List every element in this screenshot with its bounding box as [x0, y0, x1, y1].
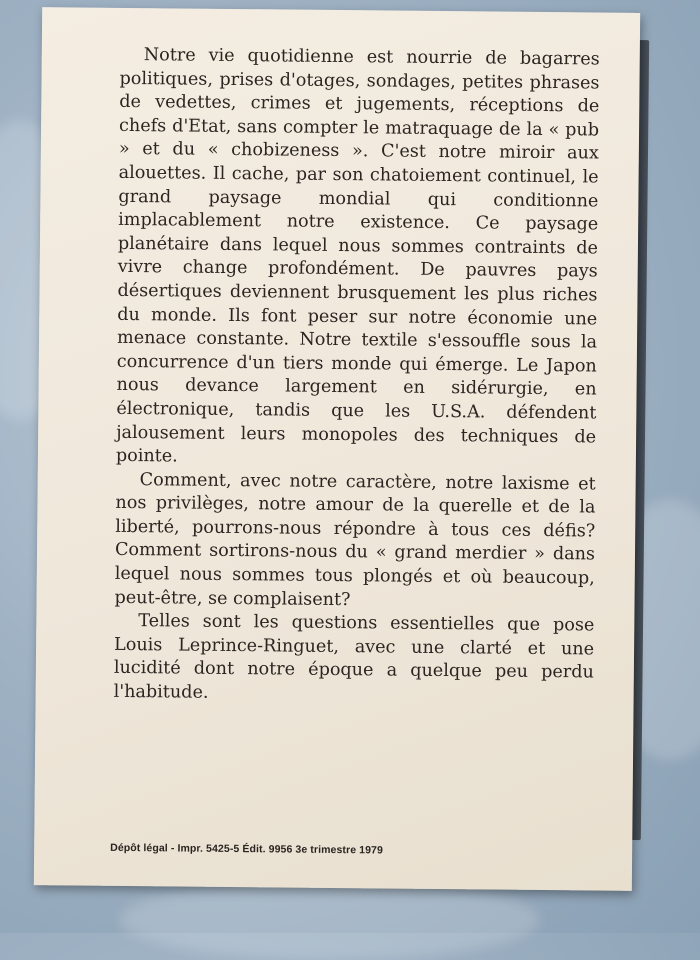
- fabric-fold: [120, 880, 540, 960]
- legal-deposit-notice: Dépôt légal - Impr. 5425-5 Édit. 9956 3e trimestre 1979: [110, 841, 384, 857]
- blurb-text: [114, 44, 600, 709]
- blurb-paragraph-2: Comment, avec notre caractère, notre laxisme et nos privilèges, notre amour de la querelle et de la liberté, pourrons-nous répondre à tous ces défis? Comment sortirons-nous du « grand merdier » dans lequel nous sommes tous plongés et où beaucoup, peut-être, se complaisent?: [114, 469, 596, 610]
- blurb-paragraph-1: Notre vie quotidienne est nourrie de bagarres politiques, prises d'otages, sondages, petites phrases de vedettes, crimes et jugements, réceptions de chefs d'Etat, sans compter le matraquage de la « pub » et du « chobizeness ». C'est notre miroir aux alouettes. Il cache, par son chatoiement continuel, le grand paysage mondial qui conditionne implacablement notre existence. Ce paysage planétaire dans lequel nous sommes contraints de vivre change profondément. De pauvres pays désertiques deviennent brusquement les plus riches du monde. Ils font peser sur notre économie une menace constante. Notre textile s'essouffle sous la concurrence d'un tiers monde qui émerge. Le Japon nous devance largement en sidérurgie, en électronique, tandis que les U.S.A. défendent jalousement leurs monopoles des techniques de pointe.: [115, 45, 600, 467]
- book-back-cover: [34, 7, 640, 891]
- blurb-paragraph-3: Telles sont les questions essentielles que pose Louis Leprince-Ringuet, avec une clarté et une lucidité dont notre époque a quelque peu perdu l'habitude.: [113, 611, 595, 703]
